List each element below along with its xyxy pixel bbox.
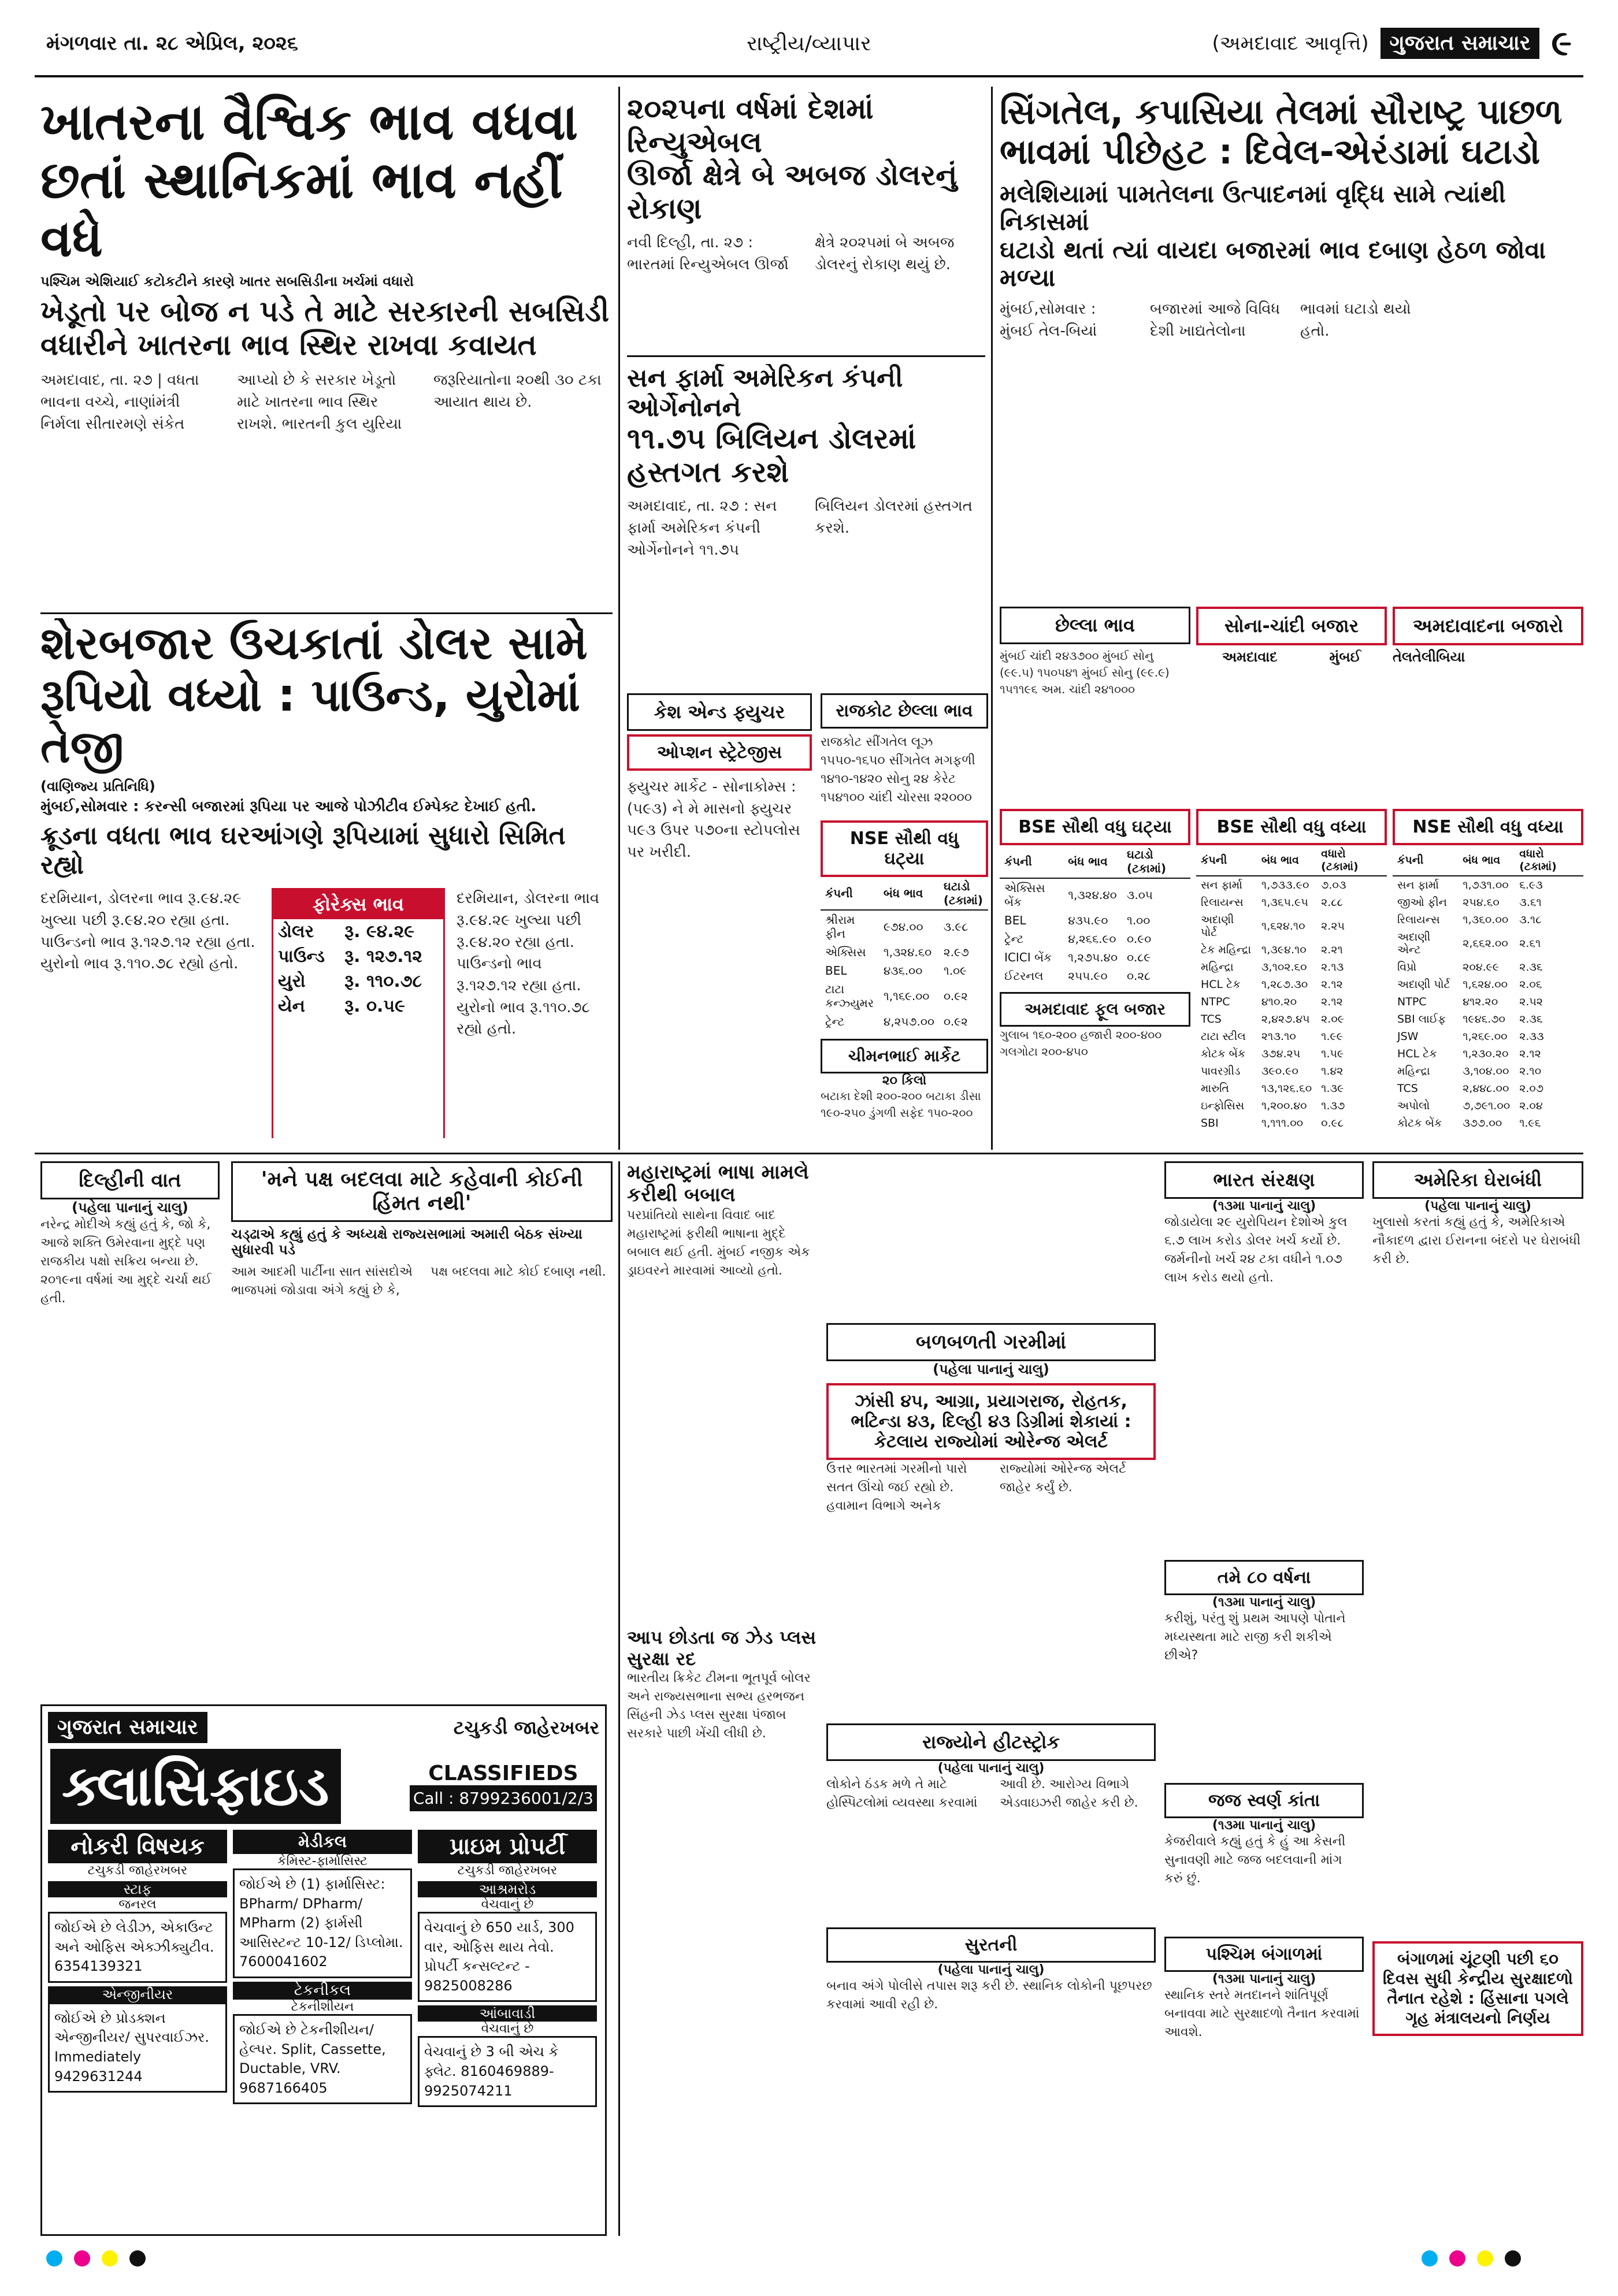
color-dot [1422, 2250, 1438, 2267]
nse-up-title: NSE સૌથી વધુ વધ્યા [1393, 809, 1583, 845]
headline: ૨૦૨૫ના વર્ષમાં દેશમાં રિન્યુએબલ [627, 92, 874, 159]
subheadline: મલેશિયામાં પામતેલના ઉત્પાદનમાં વૃદ્ધિ સામે ત્યાંથી નિકાસમાં [1000, 180, 1506, 236]
subheadline: ક્રૂડના વધતા ભાવ ઘરઆંગણે રૂપિયામાં સુધારો સિમિત રહ્યો [40, 821, 566, 880]
table-row: TCS ૨,૪૪૮.૦૦ ૨.૦૭ [1397, 1082, 1544, 1095]
subheadline: વધારીને ખાતરના ભાવ સ્થિર રાખવા કવાયત [40, 328, 537, 362]
chiman-sub: ૨૦ કિલો [882, 1073, 927, 1088]
rule [40, 612, 613, 614]
article-body: ફ્યુચર માર્કેટ - સોનાકોમ્સ : (૫૯૩) ને મે માસનો ફ્યુચર ૫૯૩ ઉપર ૫૭૦ના સ્ટોપલોસ પર ખરીદી. [627, 778, 800, 861]
classified-tag: ટચુકડી જાહેરખબર [453, 1716, 599, 1738]
article-body: કરીશું, પરંતુ શું પ્રથમ આપણે પોતાને મધ્યસ્થતા માટે રાજી કરી શકીએ છીએ? [1164, 1611, 1346, 1663]
table-row: શ્રીરામ ફીન ૯૭૪.૦૦ ૩.૯૮ [825, 913, 968, 941]
continued: (૧૩મા પાનાનું ચાલુ) [1212, 1199, 1316, 1213]
prime-col [418, 1830, 597, 2107]
column-rule [991, 87, 993, 1150]
table-row: રિલાયન્સ ૧,૩૬૫.૯૫ ૨.૮૮ [1201, 896, 1344, 909]
continued: (પહેલા પાનાનું ચાલુ) [937, 1760, 1045, 1775]
table-row: ઇન્ફોસિસ ૧,૨૦૦.૪૦ ૧.૩૭ [1201, 1099, 1345, 1112]
headline: ૧૧.૭૫ બિલિયન ડોલરમાં હસ્તગત કરશે [627, 422, 916, 489]
right-col-b [1372, 1161, 1583, 2230]
ahm-ful-body: ગુલાબ ૧૬૦-૨૦૦ હજારી ૨૦૦-૪૦૦ ગલગોટા ૨૦૦-૪૫૦ [1000, 1028, 1162, 1058]
rajkot-body: રાજકોટ સીંગતેલ લૂઝ ૧૫૫૦-૧૬૫૦ સીંગતેલ મગફળી ૧૪૧૦-૧૪૨૦ સોનુ ૨૪ કેરેટ ૧૫૪૧૦૦ ચાંદી ચોરસા ૨૨૦૦૦ [821, 735, 975, 805]
color-dot [74, 2250, 90, 2267]
bse-down-title: BSE સૌથી વધુ ઘટ્યા [1000, 809, 1190, 845]
masthead-logo: ગુજરાત સમાચાર [1381, 28, 1540, 59]
subheadline: ચડ્ઢાએ કહ્યું હતું કે અધ્યક્ષે રાજ્યસભામાં અમારી બેઠક સંખ્યા સુધારવી પડે [231, 1225, 582, 1258]
classified-ad: જોઈએ છે (1) ફાર્માસિસ્ટ: BPharm/ DPharm/ MPharm (2) ફાર્મસી આસિસ્ટન્ટ 10-12/ ડિપ્લોમા. 7600041602 [233, 1868, 412, 1978]
table-row: HCL ટેક ૧,૨૮૭.૩૦ ૨.૧૨ [1201, 978, 1343, 991]
engineer-tag: એન્જીનીયર [48, 1986, 227, 2003]
gold-title: સોના-ચાંદી બજાર [1196, 607, 1387, 645]
amd-sub: તેલતેલીબિયા [1393, 649, 1465, 665]
color-dot [1449, 2250, 1465, 2267]
surat-title: સુરતની [826, 1927, 1156, 1963]
oil-story [1000, 92, 1583, 601]
table-row: અદાણી પોર્ટ ૧,૬૨૪.૦૦ ૨.૦૬ [1397, 978, 1542, 991]
bengal-title: પશ્ચિમ બંગાળમાં [1164, 1937, 1364, 1972]
column-rule [618, 1161, 620, 2236]
masthead-group [1212, 23, 1572, 64]
table-row: એક્સિસ ૧,૩૨૪.૬૦ ૨.૯૭ [825, 945, 969, 959]
table-row: સન ફાર્મા ૧,૭૩૩.૯૦ ૭.૦૩ [1201, 879, 1346, 891]
table-row: ઈટરનલ ૨૫૫.૯૦ ૦.૨૮ [1004, 969, 1151, 983]
headline: આપ છોડતા જ ઝેડ પ્લસ સુરક્ષા રદ [627, 1626, 817, 1670]
table-row: ટાટા કન્ઝ્યુમર ૧,૧૬૯.૦૦ ૦.૯૨ [825, 982, 968, 1010]
forex-title: ફોરેક્સ ભાવ [273, 890, 443, 919]
table-row: કોટક બેંક ૩૭૭.૦૦ ૧.૯૬ [1397, 1117, 1541, 1130]
delhi-title: દિલ્હીની વાત [40, 1161, 220, 1199]
table-row: HCL ટેક ૧,૨૩૦.૨૦ ૨.૧૨ [1397, 1047, 1541, 1060]
us-title: અમેરિકા ઘેરાબંધી [1372, 1161, 1583, 1199]
prime-title: પ્રાઇમ પ્રોપર્ટી [418, 1830, 597, 1863]
chiman-body: બટાકા દેશી ૨૦૦-૨૦૦ બટાકા ડીસા ૧૯૦-૨૫૦ ડુંગળી સફેદ ૧૫૦-૨૦૦ [821, 1089, 981, 1120]
table-row: રિલાયન્સ ૧,૩૬૦.૦૦ ૩.૧૮ [1397, 913, 1542, 926]
amd-box [1393, 607, 1583, 803]
rule [627, 355, 985, 357]
article-body: જોડાયેલા ૨૯ યુરોપિયન દેશોએ કુલ ૬.૭ લાખ કરોડ ડોલર ખર્ચ કર્યો છે. જર્મનીનો ખર્ચ ૨૪ ટકા વધીને ૧.૦૭ લાખ કરોડ થયો હતો. [1164, 1215, 1348, 1285]
gold-city: મુંબઈ [1329, 649, 1361, 665]
header-rule [35, 75, 1583, 77]
article-body: દરમિયાન, ડોલરના ભાવ રૂ.૯૪.૨૯ ખુલ્યા પછી રૂ.૯૪.૨૦ રહ્યા હતા. પાઉન્ડનો ભાવ રૂ.૧૨૭.૧૨ રહ્યા હતા. યુરોનો ભાવ રૂ.૧૧૦.૭૮ રહ્યો હતો. [457, 890, 600, 1038]
bharat-title: ભારત સંરક્ષણ [1164, 1161, 1364, 1199]
nse-down-title: NSE સૌથી વધુ ઘટ્યા [821, 820, 988, 877]
prime-sub: ટચુકડી જાહેરખબર [457, 1863, 558, 1878]
classified-ad: જોઈએ છે ટેકનીશીયન/ હેલ્પર. Split, Cassette, Ductable, VRV. 9687166405 [233, 2014, 412, 2104]
headline: ઊર્જા ક્ષેત્રે બે અબજ ડોલરનું રોકાણ [627, 158, 958, 225]
table-row: SBI લાઈફ ૧૯૪૬.૭૦ ૨.૩૬ [1397, 1013, 1543, 1026]
aap-story [231, 1161, 613, 1693]
article-body: અમદાવાદ, તા. ૨૭ : સન ફાર્મા અમેરિકન કંપની ઓર્ગેનોનને ૧૧.૭૫ બિલિયન ડોલરમાં હસ્તગત કરશે. [627, 497, 973, 559]
table-row: પાવરગ્રીડ ૩૯૦.૯૦ ૧.૪૨ [1201, 1065, 1344, 1078]
continued: (પહેલા પાનાનું ચાલુ) [933, 1361, 1049, 1377]
staff-tag: સ્ટાફ [48, 1881, 227, 1897]
aashram-sub: વેચવાનું છે [481, 1897, 534, 1912]
table-row: અદાણી પોર્ટ ૧,૬૨૪.૧૦ ૨.૨૫ [1201, 913, 1345, 939]
byline: (વાણિજ્ય પ્રતિનિધિ) [40, 778, 155, 795]
table-row: TCS ૨,૪૨૭.૪૫ ૨.૦૯ [1201, 1013, 1345, 1026]
continued: (૧૩મા પાનાનું ચાલુ) [1212, 1972, 1316, 1986]
rajkot-title: રાજકોટ છેલ્લા ભાવ [821, 693, 988, 729]
headline: સિંગતેલ, કપાસિયા તેલમાં સૌરાષ્ટ્ર પાછળ [1000, 92, 1563, 132]
table-row: ICICI બેંક ૧,૨૭૫.૪૦ ૦.૮૯ [1004, 950, 1151, 964]
article-body: અમદાવાદ, તા. ૨૭ | વધતા ભાવના વચ્ચે, નાણાંમંત્રી નિર્મલા સીતારમણે સંકેત આપ્યો છે કે સરકાર ખેડૂતો માટે ખાતરના ભાવ સ્થિર રાખશે. ભારતની કુલ યુરિયા જરૂરિયાતોના ૨૦થી ૩૦ ટકા આયાત થાય છે. [40, 371, 602, 433]
heat-alert: ઝાંસી ૪૫, આગ્રા, પ્રયાગરાજ, રોહતક, ભટિન્ડા ૪૩, દિલ્હી ૪૩ ડિગ્રીમાં શેકાયાં : કેટલાય રાજ્યોમાં ઓરેન્જ એલર્ટ [826, 1383, 1156, 1460]
naukri-sub: ટચુકડી જાહેરખબર [87, 1863, 188, 1878]
delhi-story [40, 1161, 220, 1693]
heat-story [826, 1161, 1156, 2230]
gold-city: અમદાવાદ [1222, 649, 1278, 665]
headline: ભાવમાં પીછેહટ : દિવેલ-એરંડામાં ઘટાડો [1000, 132, 1541, 172]
medical-title: મેડીકલ [233, 1830, 412, 1854]
ahm-ful-title: અમદાવાદ ફૂલ બજાર [1000, 992, 1190, 1027]
nse-down: NSE સૌથી વધુ ઘટ્યા કંપની બંધ ભાવ ઘટાડો (ટકામાં) શ્રીરામ ફીન ૯૭૪.૦૦ ૩.૯૮ એક્સિસ ૧,૩૨૪.૬૦ ૨.૯૭ BEL ૪૩૬.૦૦ ૧.૦૯ ટાટા કન્ઝ્યુમર ૧,૧૬૯.૦૦ ૦.૯૨ ટ્રેન્ટ ૪,૨૫૭.૦૦ ૦.૯૨ ચીમનભાઈ માર્કેટ ૨૦ કિલો બટાકા દેશી ૨૦૦-૨૦૦ બટાકા ડીસા ૧૯૦-૨૫૦ ડુંગળી સફેદ ૧૫૦-૨૦૦ [821, 820, 988, 1144]
article-body: ભારતીય ક્રિકેટ ટીમના ભૂતપૂર્વ બોલર અને રાજ્યસભાના સભ્ય હરભજન સિંહની ઝેડ પ્લસ સુરક્ષા પંજાબ સરકારે પાછી ખેંચી લીધી છે. [627, 1671, 811, 1741]
headline: સન ફાર્મા અમેરિકન કંપની ઓર્ગેનોનને [627, 364, 903, 422]
article-body: દરમિયાન, ડોલરના ભાવ રૂ.૯૪.૨૯ ખુલ્યા પછી રૂ.૯૪.૨૦ રહ્યા હતા. પાઉન્ડનો ભાવ રૂ.૧૨૭.૧૨ રહ્યા હતા. યુરોનો ભાવ રૂ.૧૧૦.૭૮ રહ્યો હતો. [40, 890, 255, 973]
article-body: આમ આદમી પાર્ટીના સાત સાંસદોએ ભાજપમાં જોડાવા અંગે કહ્યું છે કે, પક્ષ બદલવા માટે કોઈ દબાણ નથી. [231, 1264, 606, 1298]
table-row: અપોલો ૭,૭૯૧.૦૦ ૨.૦૪ [1397, 1099, 1543, 1112]
article-body: નવી દિલ્હી, તા. ૨૭ : ભારતમાં રિન્યુએબલ ઊર્જા ક્ષેત્રે ૨૦૨૫માં બે અબજ ડોલરનું રોકાણ થયું છે. [627, 234, 955, 273]
article-body: પરપ્રાંતિયો સાથેના વિવાદ બાદ મહારાષ્ટ્રમાં ફરીથી ભાષાના મુદ્દે બબાલ થઈ હતી. મુંબઈ નજીક એક ડ્રાઇવરને મારવામાં આવ્યો હતો. [627, 1208, 810, 1278]
headline: છતાં સ્થાનિકમાં ભાવ નહીં વધે [40, 150, 563, 269]
fertilizer-story [40, 92, 613, 612]
ambawadi-sub: વેચવાનું છે [481, 2022, 534, 2037]
classifieds [40, 1704, 607, 2236]
headline: રૂપિયો વધ્યો : પાઉન્ડ, યુરોમાં તેજી [40, 669, 580, 774]
bengal-alert: બંગાળમાં ચૂંટણી પછી ૬૦ દિવસ સુધી કેન્દ્રીય સુરક્ષાદળો તૈનાત રહેશે : હિંસાના પગલે ગૃહ મંત્રાલયનો નિર્ણય [1372, 1941, 1583, 2036]
table-row: મારુતિ ૧૩,૧૨૬.૬૦ ૧.૩૯ [1201, 1082, 1344, 1095]
table-row: મહિન્દ્રા ૩,૧૦૨.૬૦ ૨.૧૩ [1201, 961, 1344, 974]
table-row: ટ્રેન્ટ ૪,૨૬૬.૯૦ ૦.૯૦ [1004, 932, 1152, 946]
color-dot [1477, 2250, 1493, 2267]
column-rule [618, 87, 620, 1150]
bse-up-title: BSE સૌથી વધુ વધ્યા [1196, 809, 1387, 845]
chhella-body: મુંબઈ ચાંદી ૨૪૩૭૦૦ મુંબઈ સોનુ (૯૯.૫) ૧૫૦૫૪૧ મુંબઈ સોનુ (૯૯.૯) ૧૫૧૧૯૬ અમ. ચાંદી ૨૪૧૦૦૦ [1000, 649, 1170, 696]
amd-title: અમદાવાદના બજારો [1393, 607, 1583, 645]
chhella-title: છેલ્લા ભાવ [1000, 607, 1190, 644]
table-row: એક્સિસ બેંક ૧,૩૨૪.૪૦ ૩.૦૫ [1004, 881, 1153, 909]
cash-sub: ઓપ્શન સ્ટ્રેટેજીસ [627, 734, 812, 771]
registration-dots [46, 2250, 146, 2267]
bse-up: BSE સૌથી વધુ વધ્યા કંપની બંધ ભાવ વધારો (ટકામાં) સન ફાર્મા ૧,૭૩૩.૯૦ ૭.૦૩ રિલાયન્સ ૧,૩૬૫.૯૫ ૨.૮૮ અદાણી પોર્ટ ૧,૬૨૪.૧૦ ૨.૨૫ ટેક મહિન્દ્રા ૧,૩૯૪.૧૦ ૨.૨૧ મહિન્દ્રા ૩,૧૦૨.૬૦ ૨.૧૩ HCL ટેક ૧,૨૮૭.૩૦ ૨.૧૨ NTPC ૪૧૦.૨૦ ૨.૧૨ TCS ૨,૪૨૭.૪૫ ૨.૦૯ ટાટા સ્ટીલ ૨૧૩.૧૦ ૧.૯૯ કોટક બેંક ૩૭૪.૨૫ ૧.૫૯ પાવરગ્રીડ ૩૯૦.૯૦ ૧.૪૨ મારુતિ ૧૩,૧૨૬.૬૦ ૧.૩૯ ઇન્ફોસિસ ૧,૨૦૦.૪૦ ૧.૩૭ SBI ૧,૧૧૧.૦૦ ૦.૯૮ [1196, 809, 1387, 1144]
subheadline: ઘટાડો થતાં ત્યાં વાયદા બજારમાં ભાવ દબાણ હેઠળ જોવા મળ્યા [1000, 235, 1546, 292]
article-body: સ્થાનિક સ્તરે મતદાનને શાંતિપૂર્ણ બનાવવા માટે સુરક્ષાદળો તૈનાત કરવામાં આવશે. [1164, 1988, 1360, 2039]
article-body: મુંબઈ,સોમવાર : મુંબઈ તેલ-બિયાં બજારમાં આજે વિવિધ દેશી ખાદ્યતેલોના ભાવમાં ઘટાડો થયો હતો. [1000, 300, 1411, 340]
article-body: કેજરીવાલે કહ્યું હતું કે હું આ કેસની સુનાવણી માટે જજ બદલવાની માંગ કરું છું. [1164, 1834, 1346, 1886]
continued: (૧૩મા પાનાનું ચાલુ) [1212, 1818, 1316, 1833]
naukri-title: નોકરી વિષયક [48, 1830, 227, 1863]
edition: (અમદાવાદ આવૃત્તિ) [1212, 32, 1369, 55]
color-dot [129, 2250, 146, 2267]
classified-title: ક્લાસિફાઇડ [50, 1749, 341, 1824]
section-rule [35, 1153, 1583, 1154]
classified-en: CLASSIFIEDS [428, 1762, 578, 1785]
rupee-story [40, 618, 613, 1138]
registration-dots [1422, 2250, 1521, 2267]
section-title: રાષ્ટ્રીય/વ્યાપાર [747, 32, 871, 55]
color-dot [46, 2250, 62, 2267]
forex-row: યેન રૂ. ૦.૫૯ [278, 996, 405, 1017]
gold-box [1196, 607, 1387, 803]
chiman-title: ચીમનભાઈ માર્કેટ [821, 1039, 988, 1073]
chhella-box [1000, 607, 1190, 803]
medical-sub: કેમિસ્ટ-ફાર્માસિસ્ટ [277, 1854, 368, 1868]
color-dot [102, 2250, 118, 2267]
continued: (પહેલા પાનાનું ચાલુ) [1424, 1199, 1531, 1213]
aashram-tag: આશ્રમરોડ [418, 1881, 597, 1897]
table-row: અદાણી એન્ટ ૨,૬૬૨.૦૦ ૨.૬૧ [1397, 931, 1541, 956]
headline: ખાતરના વૈશ્વિક ભાવ વધવા [40, 92, 578, 151]
color-dot [1505, 2250, 1521, 2267]
article-body: ઉત્તર ભારતમાં ગરમીનો પારો સતત ઊંચો જઈ રહ્યો છે. હવામાન વિભાગે અનેક રાજ્યોમાં ઓરેન્જ એલર્ટ જાહેર કર્યું છે. [826, 1462, 1126, 1513]
continued: (પહેલા પાનાનું ચાલુ) [72, 1199, 188, 1216]
forex-box [272, 888, 445, 1138]
classified-ad: વેચવાનું છે 3 બી એચ કે ફ્લેટ. 8160469889- 9925074211 [418, 2036, 597, 2107]
nse-up: NSE સૌથી વધુ વધ્યા કંપની બંધ ભાવ વધારો (ટકામાં) સન ફાર્મા ૧,૭૩૧.૦૦ ૬.૯૩ જીઓ ફીન ૨૫૪.૬૦ ૩.૬૧ રિલાયન્સ ૧,૩૬૦.૦૦ ૩.૧૮ અદાણી એન્ટ ૨,૬૬૨.૦૦ ૨.૬૧ વિપ્રો ૨૦૪.૯૯ ૨.૩૬ અદાણી પોર્ટ ૧,૬૨૪.૦૦ ૨.૦૬ NTPC ૪૧૨.૨૦ ૨.૫૨ SBI લાઈફ ૧૯૪૬.૭૦ ૨.૩૬ JSW ૧,૨૬૯.૦૦ ૨.૩૩ HCL ટેક ૧,૨૩૦.૨૦ ૨.૧૨ મહિન્દ્રા ૩,૧૦૪.૦૦ ૨.૧૦ TCS ૨,૪૪૮.૦૦ ૨.૦૭ અપોલો ૭,૭૯૧.૦૦ ૨.૦૪ કોટક બેંક ૩૭૭.૦૦ ૧.૯૬ [1393, 809, 1583, 1144]
ambawadi-tag: આંબાવાડી [418, 2005, 597, 2022]
table-row: SBI ૧,૧૧૧.૦૦ ૦.૯૮ [1201, 1117, 1344, 1130]
classified-ad: વેચવાનું છે 650 યાર્ડ, 300 વાર, ઓફિસ થાય તેવો. પ્રોપર્ટી કન્સલ્ટન્ટ - 9825008286 [418, 1912, 597, 2002]
tech-sub: ટેકનીશીયન [291, 1999, 354, 2014]
article-body: લોકોને ઠંડક મળે તે માટે હોસ્પિટલોમાં વ્યવસ્થા કરવામાં આવી છે. આરોગ્ય વિભાગે એડવાઇઝરી જાહેર કરી છે. [826, 1777, 1138, 1810]
table-row: વિપ્રો ૨૦૪.૯૯ ૨.૩૬ [1397, 961, 1543, 974]
medical-col [233, 1830, 412, 2107]
forex-row: પાઉન્ડ રૂ. ૧૨૭.૧૨ [278, 946, 422, 967]
cash-title: કેશ એન્ડ ફ્યુચર [627, 693, 812, 731]
continued: (પહેલા પાનાનું ચાલુ) [937, 1963, 1045, 1978]
table-row: JSW ૧,૨૬૯.૦૦ ૨.૩૩ [1397, 1030, 1544, 1043]
table-row: BEL ૪૩૫.૯૦ ૧.૦૦ [1004, 913, 1151, 927]
table-row: NTPC ૪૧૦.૨૦ ૨.૧૨ [1201, 995, 1343, 1008]
table-row: કોટક બેંક ૩૭૪.૨૫ ૧.૫૯ [1201, 1047, 1344, 1060]
sunpharma-story [627, 364, 985, 688]
table-row: મહિન્દ્રા ૩,૧૦૪.૦૦ ૨.૧૦ [1397, 1065, 1542, 1078]
table-row: ટ્રેન્ટ ૪,૨૫૭.૦૦ ૦.૯૨ [825, 1015, 968, 1028]
classified-ad: જોઈએ છે પ્રોડક્શન એન્જીનીયર/ સુપરવાઈઝર. Immediately 9429631244 [48, 2003, 227, 2093]
age-title: તમે ૮૦ વર્ષના [1164, 1560, 1364, 1595]
bse-down: BSE સૌથી વધુ ઘટ્યા કંપની બંધ ભાવ ઘટાડો (ટકામાં) એક્સિસ બેંક ૧,૩૨૪.૪૦ ૩.૦૫ BEL ૪૩૫.૯૦ ૧.૦૦ ટ્રેન્ટ ૪,૨૬૬.૯૦ ૦.૯૦ ICICI બેંક ૧,૨૭૫.૪૦ ૦.૮૯ ઈટરનલ ૨૫૫.૯૦ ૦.૨૮ અમદાવાદ ફૂલ બજાર ગુલાબ ૧૬૦-૨૦૦ હજારી ૨૦૦-૪૦૦ ગલગોટા ૨૦૦-૪૫૦ [1000, 809, 1190, 1144]
general-tag: જનરલ [118, 1897, 157, 1912]
date-line: મંગળવાર તા. ૨૮ એપ્રિલ, ૨૦૨૬ [46, 32, 298, 55]
headline: 'મને પક્ષ બદલવા માટે કહેવાની કોઈની હિંમત નથી' [231, 1161, 613, 1222]
sena-story [627, 1161, 818, 2230]
classified-masthead: ગુજરાત સમાચાર [48, 1712, 207, 1743]
table-row: સન ફાર્મા ૧,૭૩૧.૦૦ ૬.૯૩ [1397, 879, 1543, 891]
cash-future [627, 693, 812, 1144]
classified-ad: જોઈએ છે લેડીઝ, એકાઉન્ટ અને ઓફિસ એક્ઝીક્યુટીવ. 6354139321 [48, 1912, 227, 1983]
naukri-col [48, 1830, 227, 2107]
heatstroke-title: રાજ્યોને હીટસ્ટ્રોક [826, 1723, 1156, 1761]
headline: મહારાષ્ટ્રમાં ભાષા મામલે કરીથી બબાલ [627, 1161, 809, 1207]
lead: મુંબઈ,સોમવાર : કરન્સી બજારમાં રૂપિયા પર આજે પોઝીટીવ ઈમ્પેક્ટ દેખાઈ હતી. [40, 798, 537, 816]
forex-row: યુરો રૂ. ૧૧૦.૭૮ [278, 971, 422, 992]
table-row: ટેક મહિન્દ્રા ૧,૩૯૪.૧૦ ૨.૨૧ [1201, 943, 1343, 956]
article-body: ખુલાસો કરતાં કહ્યું હતું કે, અમેરિકાએ નૌકાદળ દ્વારા ઈરાનના બંદરો પર ઘેરાબંધી કરી છે. [1372, 1215, 1581, 1266]
continued: (૧૩મા પાનાનું ચાલુ) [1212, 1595, 1316, 1610]
renewable-story [627, 92, 985, 352]
article-body: બનાવ અંગે પોલીસે તપાસ શરૂ કરી છે. સ્થાનિક લોકોની પૂછપરછ કરવામાં આવી રહી છે. [826, 1979, 1152, 2012]
judge-title: જજ સ્વર્ણ કાંતા [1164, 1783, 1364, 1818]
tech-tag: ટેકનીકલ [233, 1982, 412, 2000]
table-row: BEL ૪૩૬.૦૦ ૧.૦૯ [825, 964, 967, 978]
forex-row: ડોલર રૂ. ૯૪.૨૯ [278, 922, 415, 942]
lead: પશ્ચિમ એશિયાઈ કટોકટીને કારણે ખાતર સબસિડીના ખર્ચમાં વધારો [40, 273, 414, 289]
heat-title: બળબળતી ગરમીમાં [826, 1323, 1156, 1361]
table-row: NTPC ૪૧૨.૨૦ ૨.૫૨ [1397, 995, 1543, 1008]
table-row: ટાટા સ્ટીલ ૨૧૩.૧૦ ૧.૯૯ [1201, 1030, 1343, 1043]
page-number: ૯ [1551, 23, 1572, 64]
right-col-a [1164, 1161, 1364, 2230]
classified-call: Call : 8799236001/2/3 [410, 1785, 597, 1811]
article-body: નરેન્દ્ર મોદીએ કહ્યું હતું કે, જો કે, આજે શક્તિ ઉમેરવાના મુદ્દે પણ રાજકીય પક્ષો સક્રિય બન્યા છે. ૨૦૧૯ના વર્ષમાં આ મુદ્દે ચર્ચા થઈ હતી. [40, 1217, 212, 1306]
subheadline: ખેડૂતો પર બોજ ન પડે તે માટે સરકારની સબસિડી [40, 295, 610, 329]
headline: શેરબજાર ઉંચકાતાં ડોલર સામે [40, 618, 588, 670]
table-row: જીઓ ફીન ૨૫૪.૬૦ ૩.૬૧ [1397, 896, 1542, 909]
